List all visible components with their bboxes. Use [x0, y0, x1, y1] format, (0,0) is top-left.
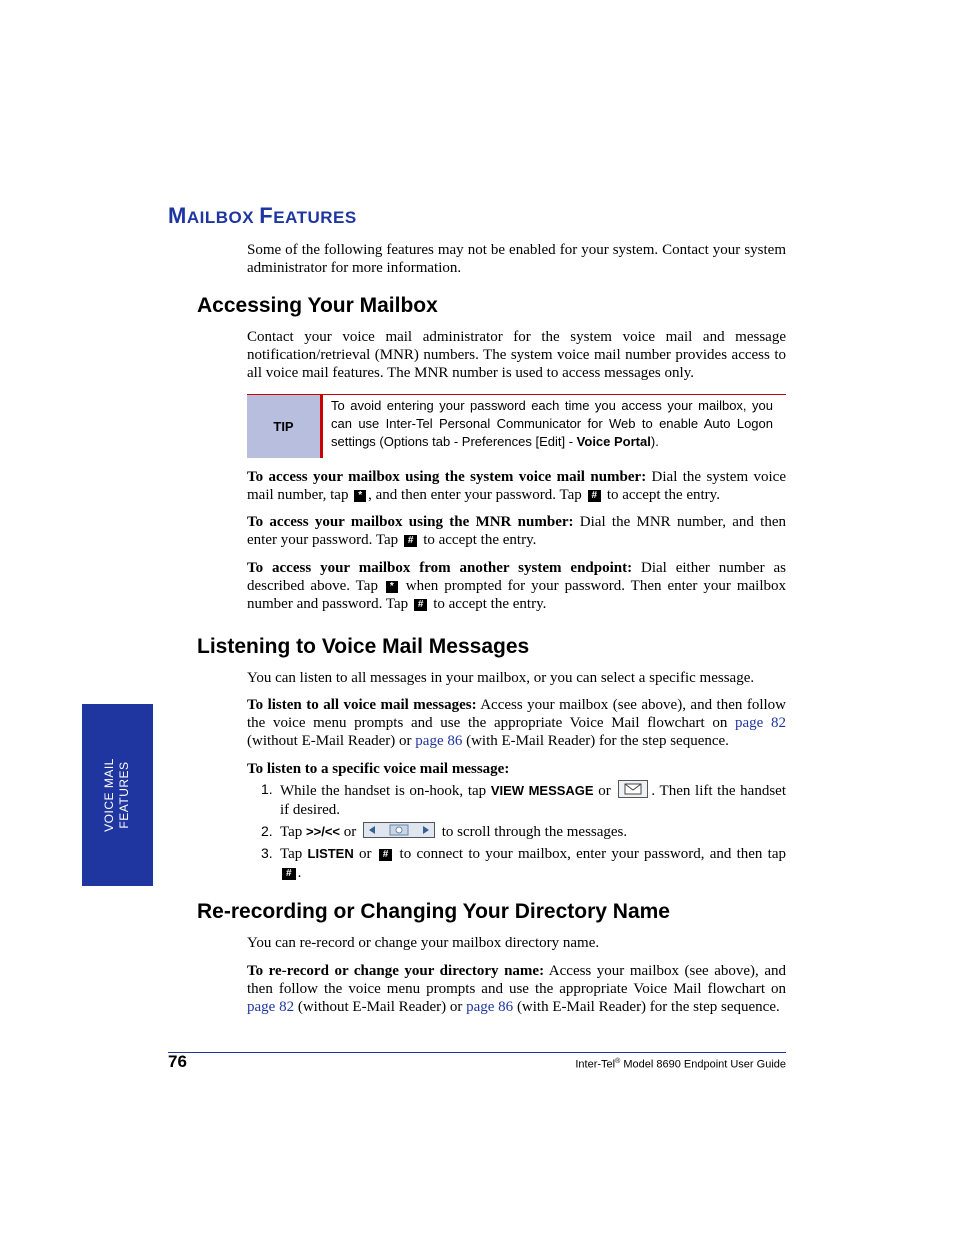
- listen-specific-heading: To listen to a specific voice mail message:: [247, 761, 510, 777]
- section-heading-listening: Listening to Voice Mail Messages: [197, 635, 530, 658]
- hash-key-icon: #: [414, 599, 428, 611]
- intro-paragraph: Some of the following features may not be enabled for your system. Contact your system administrator for more information.: [247, 242, 786, 276]
- access-system-number-paragraph: To access your mailbox using the system voice mail number: Dial the system voice mail number, tap * , and then enter your password. Tap # to accept the entry.: [247, 469, 786, 503]
- list-item: 1. While the handset is on-hook, tap VIEW MESSAGE or . Then lift the handset if desired.: [261, 781, 786, 818]
- page-number: 76: [168, 1052, 187, 1071]
- scroll-arrows-icon[interactable]: [363, 822, 435, 838]
- side-tab: [82, 704, 153, 886]
- rerecord-intro: You can re-record or change your mailbox directory name.: [247, 935, 600, 951]
- accessing-intro: Contact your voice mail administrator for the system voice mail and message notification/retrieval (MNR) numbers. The system voice mail number provides access to all voice mail features. The MNR number is used to access messages only.: [247, 329, 786, 381]
- hash-key-icon: #: [588, 490, 602, 502]
- side-tab-label: VOICE MAIL FEATURES: [102, 758, 131, 832]
- listen-all-paragraph: To listen to all voice mail messages: Access your mailbox (see above), and then follow the voice menu prompts and use the appropriate Voice Mail flowchart on page 82 (without E-Mail Reader) or page 86 (with E-Mail Reader) for the step sequence.: [247, 697, 786, 749]
- page-86-link[interactable]: page 86: [466, 999, 514, 1015]
- footer-rule: [168, 1052, 786, 1053]
- page-82-link[interactable]: page 82: [247, 999, 295, 1015]
- tip-box: [247, 394, 786, 458]
- envelope-icon[interactable]: [618, 780, 648, 798]
- rerecord-paragraph: To re-record or change your directory name: Access your mailbox (see above), and then follow the voice menu prompts and use the appropriate Voice Mail flowchart on page 82 (without E-Mail Reader) or page 86 (with E-Mail Reader) for the step sequence.: [247, 963, 786, 1015]
- hash-key-icon: #: [282, 868, 296, 880]
- hash-key-icon: #: [404, 535, 418, 547]
- section-heading-rerecord: Re-recording or Changing Your Directory Name: [197, 900, 670, 923]
- page-86-link[interactable]: page 86: [415, 733, 463, 749]
- tip-label: TIP: [247, 395, 320, 458]
- listen-steps-list: [247, 780, 786, 883]
- page-82-link[interactable]: page 82: [735, 715, 786, 731]
- section-heading-accessing: Accessing Your Mailbox: [197, 294, 438, 317]
- list-item: 3. Tap LISTEN or # to connect to your mailbox, enter your password, and then tap # .: [261, 845, 786, 881]
- star-key-icon: *: [386, 581, 398, 593]
- tip-divider: [320, 395, 323, 458]
- list-item: 2. Tap >>/<< or to scroll through the messages.: [261, 823, 628, 840]
- star-key-icon: *: [354, 490, 366, 502]
- access-other-endpoint-paragraph: To access your mailbox from another system endpoint: Dial either number as described above. Tap * when prompted for your password. Then enter your mailbox number and password. Tap # to accept the entry.: [247, 560, 786, 612]
- tip-text: To avoid entering your password each time you access your mailbox, you can use Inter-Tel Personal Communicator for Web to enable Auto Logon settings (Options tab - Preferences [Edit] - Voice Portal).: [331, 398, 773, 449]
- listening-intro: You can listen to all messages in your mailbox, or you can select a specific message.: [247, 670, 755, 686]
- page-title: MAILBOX FEATURES: [168, 203, 357, 228]
- access-mnr-paragraph: To access your mailbox using the MNR number: Dial the MNR number, and then enter your password. Tap # to accept the entry.: [247, 514, 786, 548]
- hash-key-icon: #: [379, 849, 393, 861]
- guide-title: Inter-Tel® Model 8690 Endpoint User Guide: [575, 1058, 786, 1071]
